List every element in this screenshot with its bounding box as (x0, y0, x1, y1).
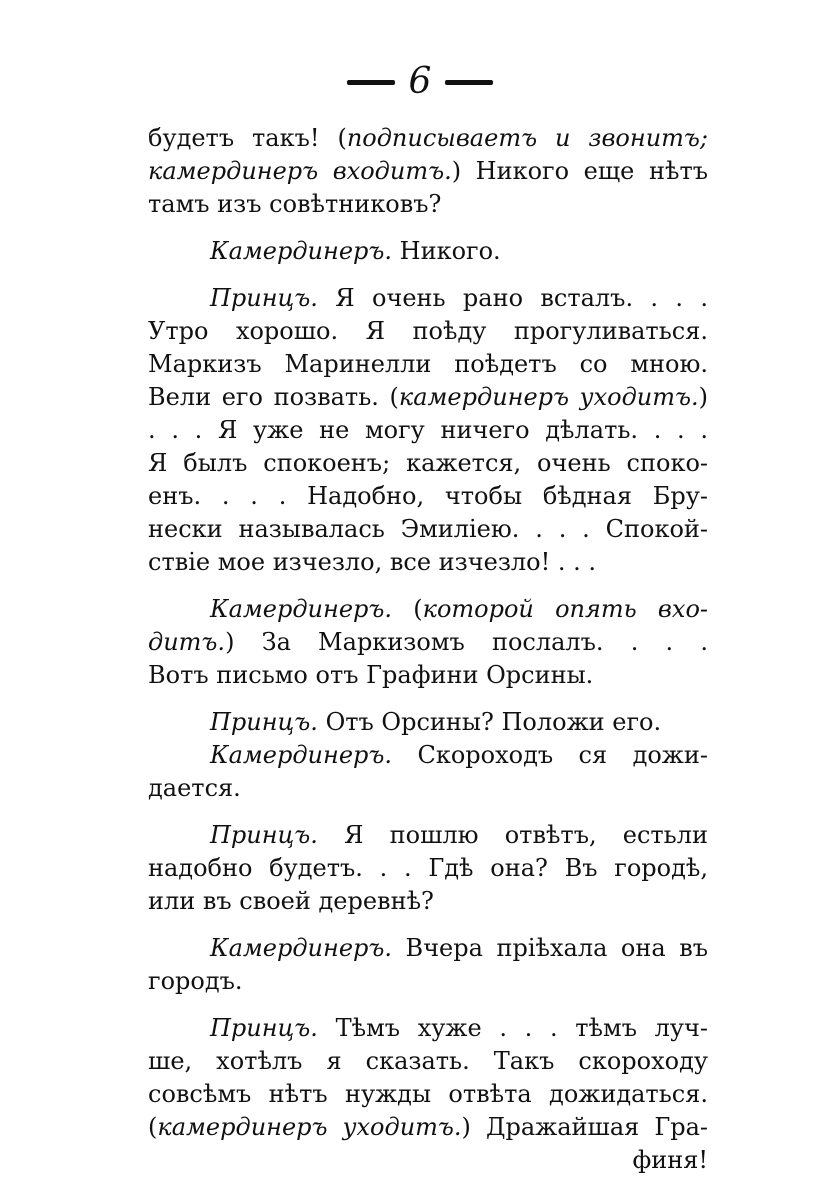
dialogue-text: Отъ Орсины? Положи его. (317, 708, 662, 736)
dialogue-text: финя! (632, 1146, 708, 1174)
stage-direction-text: Камердинеръ. (210, 237, 393, 265)
stage-direction-text: которой опять вхо- (422, 595, 708, 623)
dialogue-text: совсѣмъ нѣтъ нужды отвѣта дожидаться. (148, 1080, 708, 1108)
text-line (148, 235, 708, 268)
stage-direction-text: камердинеръ входитъ. (148, 157, 452, 185)
header-dash-left (347, 80, 395, 85)
text-line (148, 593, 708, 626)
page-text (148, 122, 708, 1177)
dialogue-text: Я очень рано всталъ. . . . (317, 284, 708, 312)
page-number: 6 (408, 61, 432, 102)
text-line (148, 852, 708, 885)
dialogue-text: ) За Маркизомъ послалъ. . . . (225, 628, 708, 656)
text-line (148, 381, 708, 414)
dialogue-text: Вчера пріѣхала она въ (392, 934, 708, 962)
text-line (148, 1012, 708, 1045)
text-line (148, 155, 708, 188)
text-line (148, 188, 708, 221)
dialogue-text: городъ. (148, 967, 243, 995)
text-line (148, 1144, 708, 1177)
text-line (148, 626, 708, 659)
stage-direction-text: Принцъ. (210, 284, 318, 312)
text-line (148, 659, 708, 692)
stage-direction-text: Камердинеръ. (210, 934, 393, 962)
dialogue-text: или въ своей деревнѣ? (148, 887, 434, 915)
dialogue-text: ) (698, 383, 708, 411)
dialogue-text: Никого. (392, 237, 501, 265)
dialogue-text: надобно будетъ. . . Гдѣ она? Въ городѣ, (148, 854, 708, 882)
text-line (148, 772, 708, 805)
stage-direction-text: Принцъ. (210, 708, 318, 736)
dialogue-text: дается. (148, 774, 241, 802)
text-line (148, 122, 708, 155)
stage-direction-text: камердинеръ уходитъ. (157, 1113, 462, 1141)
dialogue-text: енъ. . . . Надобно, чтобы бѣдная Бру- (148, 482, 708, 510)
text-line (148, 348, 708, 381)
text-line (148, 480, 708, 513)
dialogue-text: ) Никого еще нѣтъ (451, 157, 708, 185)
dialogue-text: Вотъ письмо отъ Графини Орсины. (148, 661, 594, 689)
text-line (148, 1111, 708, 1144)
page-header (0, 61, 840, 102)
dialogue-text: . . . Я уже не могу ничего дѣлать. . . . (148, 416, 708, 444)
text-line (148, 282, 708, 315)
text-line (148, 1078, 708, 1111)
dialogue-text: ствіе мое изчезло, все изчезло! . . . (148, 548, 597, 576)
dialogue-text: ше, хотѣлъ я сказать. Такъ скороходу (148, 1047, 708, 1075)
text-line (148, 819, 708, 852)
text-line (148, 706, 708, 739)
text-line (148, 315, 708, 348)
stage-direction-text: Принцъ. (210, 1014, 318, 1042)
stage-direction-text: Камердинеръ. (210, 595, 393, 623)
dialogue-text: ) Дражайшая Гра- (461, 1113, 708, 1141)
stage-direction-text: подписываетъ и звонитъ; (346, 124, 708, 152)
dialogue-text: Маркизъ Маринелли поѣдетъ со мною. (148, 350, 708, 378)
dialogue-text: тамъ изъ совѣтниковъ? (148, 190, 442, 218)
text-line (148, 1045, 708, 1078)
text-line (148, 965, 708, 998)
text-line (148, 932, 708, 965)
text-line (148, 885, 708, 918)
stage-direction-text: Принцъ. (210, 821, 318, 849)
text-line (148, 546, 708, 579)
dialogue-text: будетъ такъ! ( (148, 124, 347, 152)
dialogue-text: Тѣмъ хуже . . . тѣмъ луч- (317, 1014, 708, 1042)
text-line (148, 447, 708, 480)
dialogue-text: ( (148, 1113, 158, 1141)
dialogue-text: ( (392, 595, 423, 623)
stage-direction-text: дитъ. (148, 628, 226, 656)
text-line (148, 513, 708, 546)
dialogue-text: Я былъ спокоенъ; кажется, очень споко- (148, 449, 708, 477)
stage-direction-text: камердинеръ уходитъ. (398, 383, 699, 411)
dialogue-text: нески называлась Эмиліею. . . . Спокой- (148, 515, 708, 543)
header-dash-right (445, 80, 493, 85)
dialogue-text: Я пошлю отвѣтъ, естьли (317, 821, 708, 849)
dialogue-text: Скороходъ ся дожи- (392, 741, 708, 769)
dialogue-text: Утро хорошо. Я поѣду прогуливаться. (148, 317, 708, 345)
dialogue-text: Вели его позвать. ( (148, 383, 399, 411)
text-line (148, 739, 708, 772)
stage-direction-text: Камердинеръ. (210, 741, 393, 769)
text-line (148, 414, 708, 447)
